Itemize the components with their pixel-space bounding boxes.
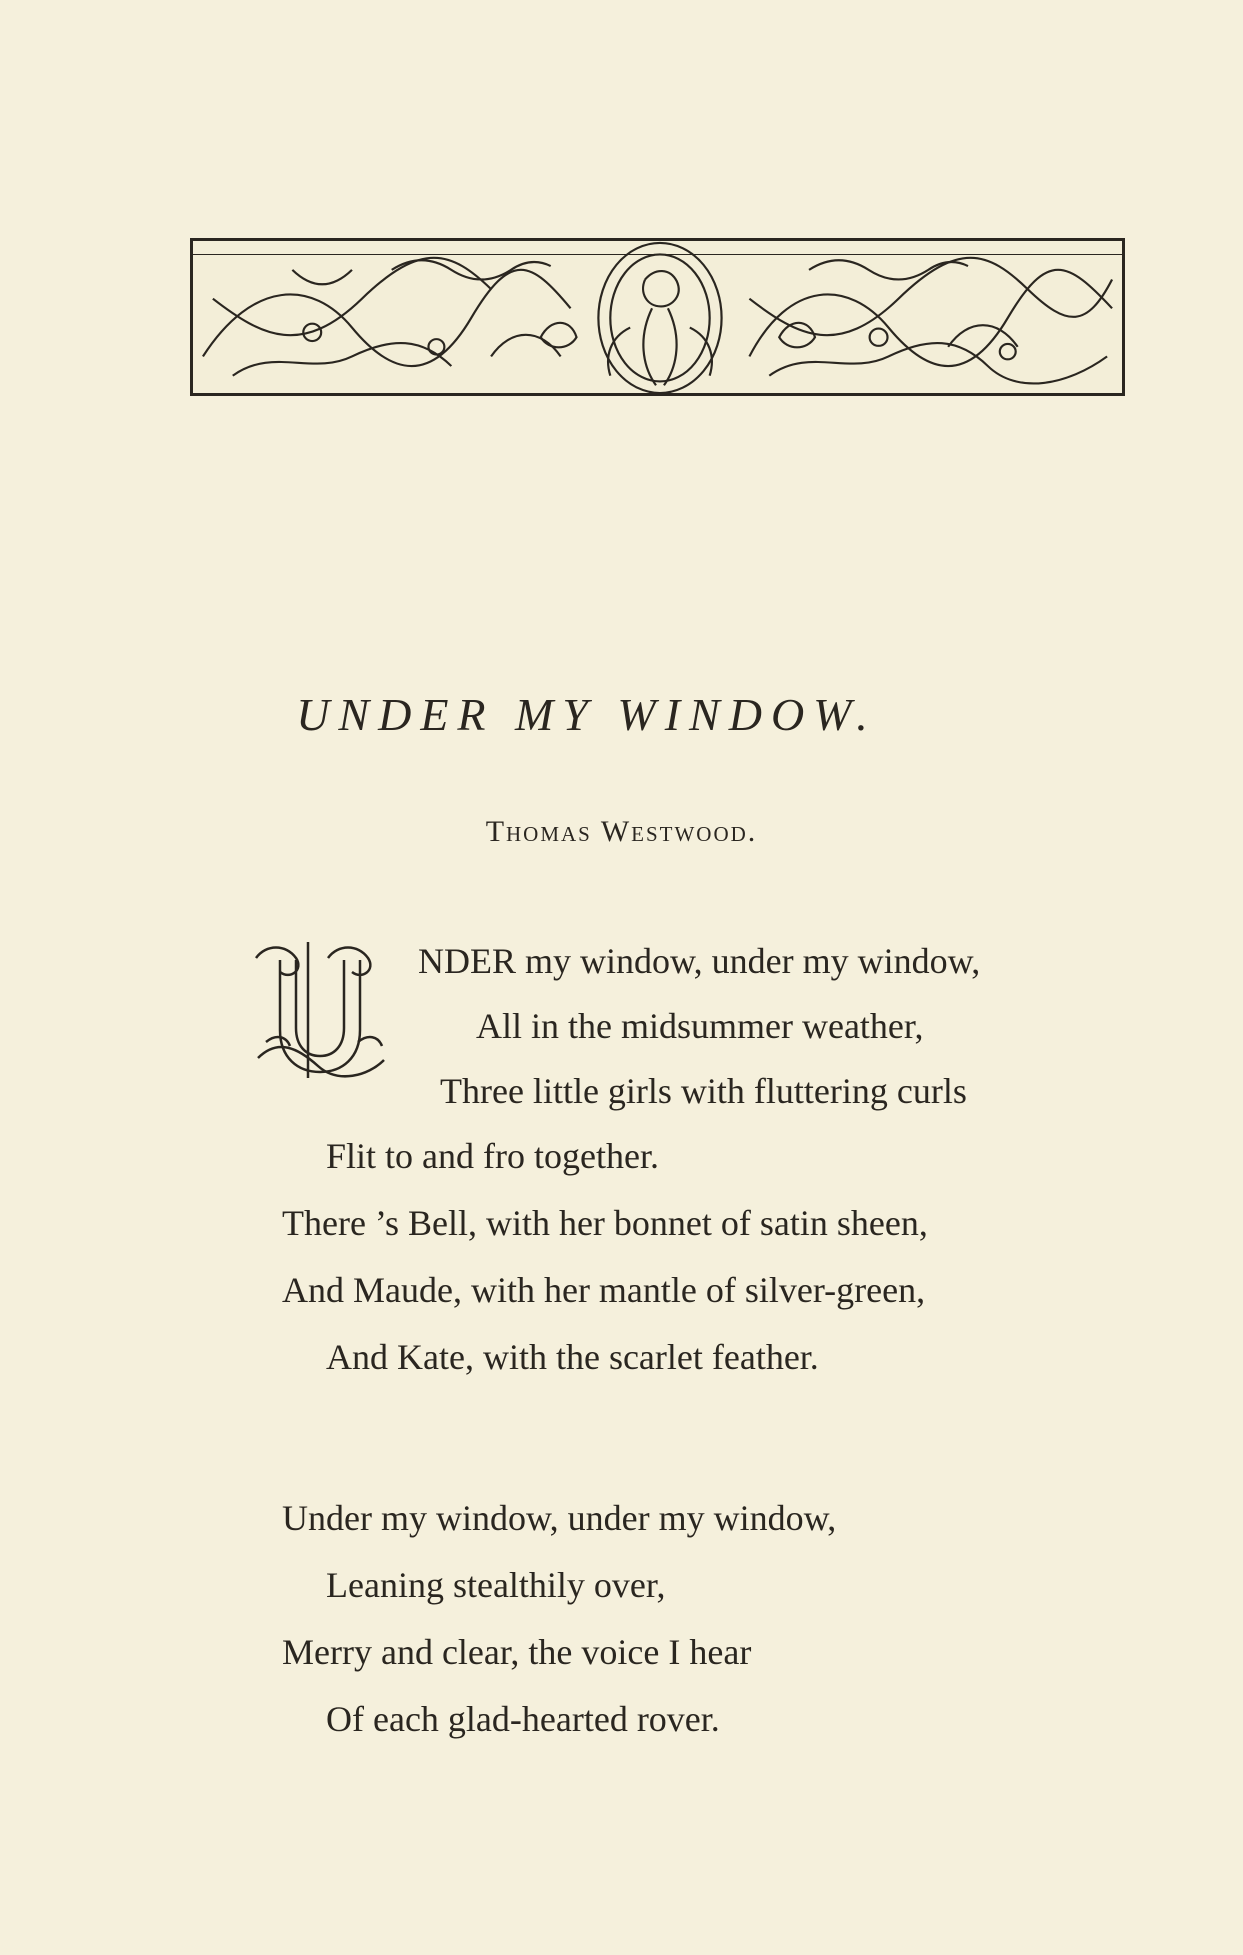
- poem-author: Thomas Westwood.: [485, 815, 758, 848]
- poem-line: Flit to and fro together.: [326, 1136, 659, 1176]
- drop-cap-u-icon: [248, 938, 396, 1080]
- poem-line: All in the midsummer weather,: [476, 1006, 924, 1046]
- poem-title: UNDER MY WINDOW.: [296, 689, 877, 740]
- poem-line: NDER my window, under my window,: [418, 941, 981, 981]
- floral-vine-icon: [193, 241, 1122, 393]
- floral-headpiece-ornament: [190, 238, 1125, 396]
- poem-line: And Kate, with the scarlet feather.: [326, 1337, 819, 1377]
- poem-line: Of each glad-hearted rover.: [326, 1699, 720, 1739]
- poem-line: There ’s Bell, with her bonnet of satin sheen,: [282, 1203, 928, 1243]
- poem-line: Leaning stealthily over,: [326, 1565, 666, 1605]
- poem-line: Merry and clear, the voice I hear: [282, 1632, 752, 1672]
- poem-line: And Maude, with her mantle of silver-green,: [282, 1270, 926, 1310]
- poem-line: Three little girls with fluttering curls: [440, 1071, 967, 1111]
- poem-line: Under my window, under my window,: [282, 1498, 837, 1538]
- ornamental-initial-icon: [248, 938, 396, 1080]
